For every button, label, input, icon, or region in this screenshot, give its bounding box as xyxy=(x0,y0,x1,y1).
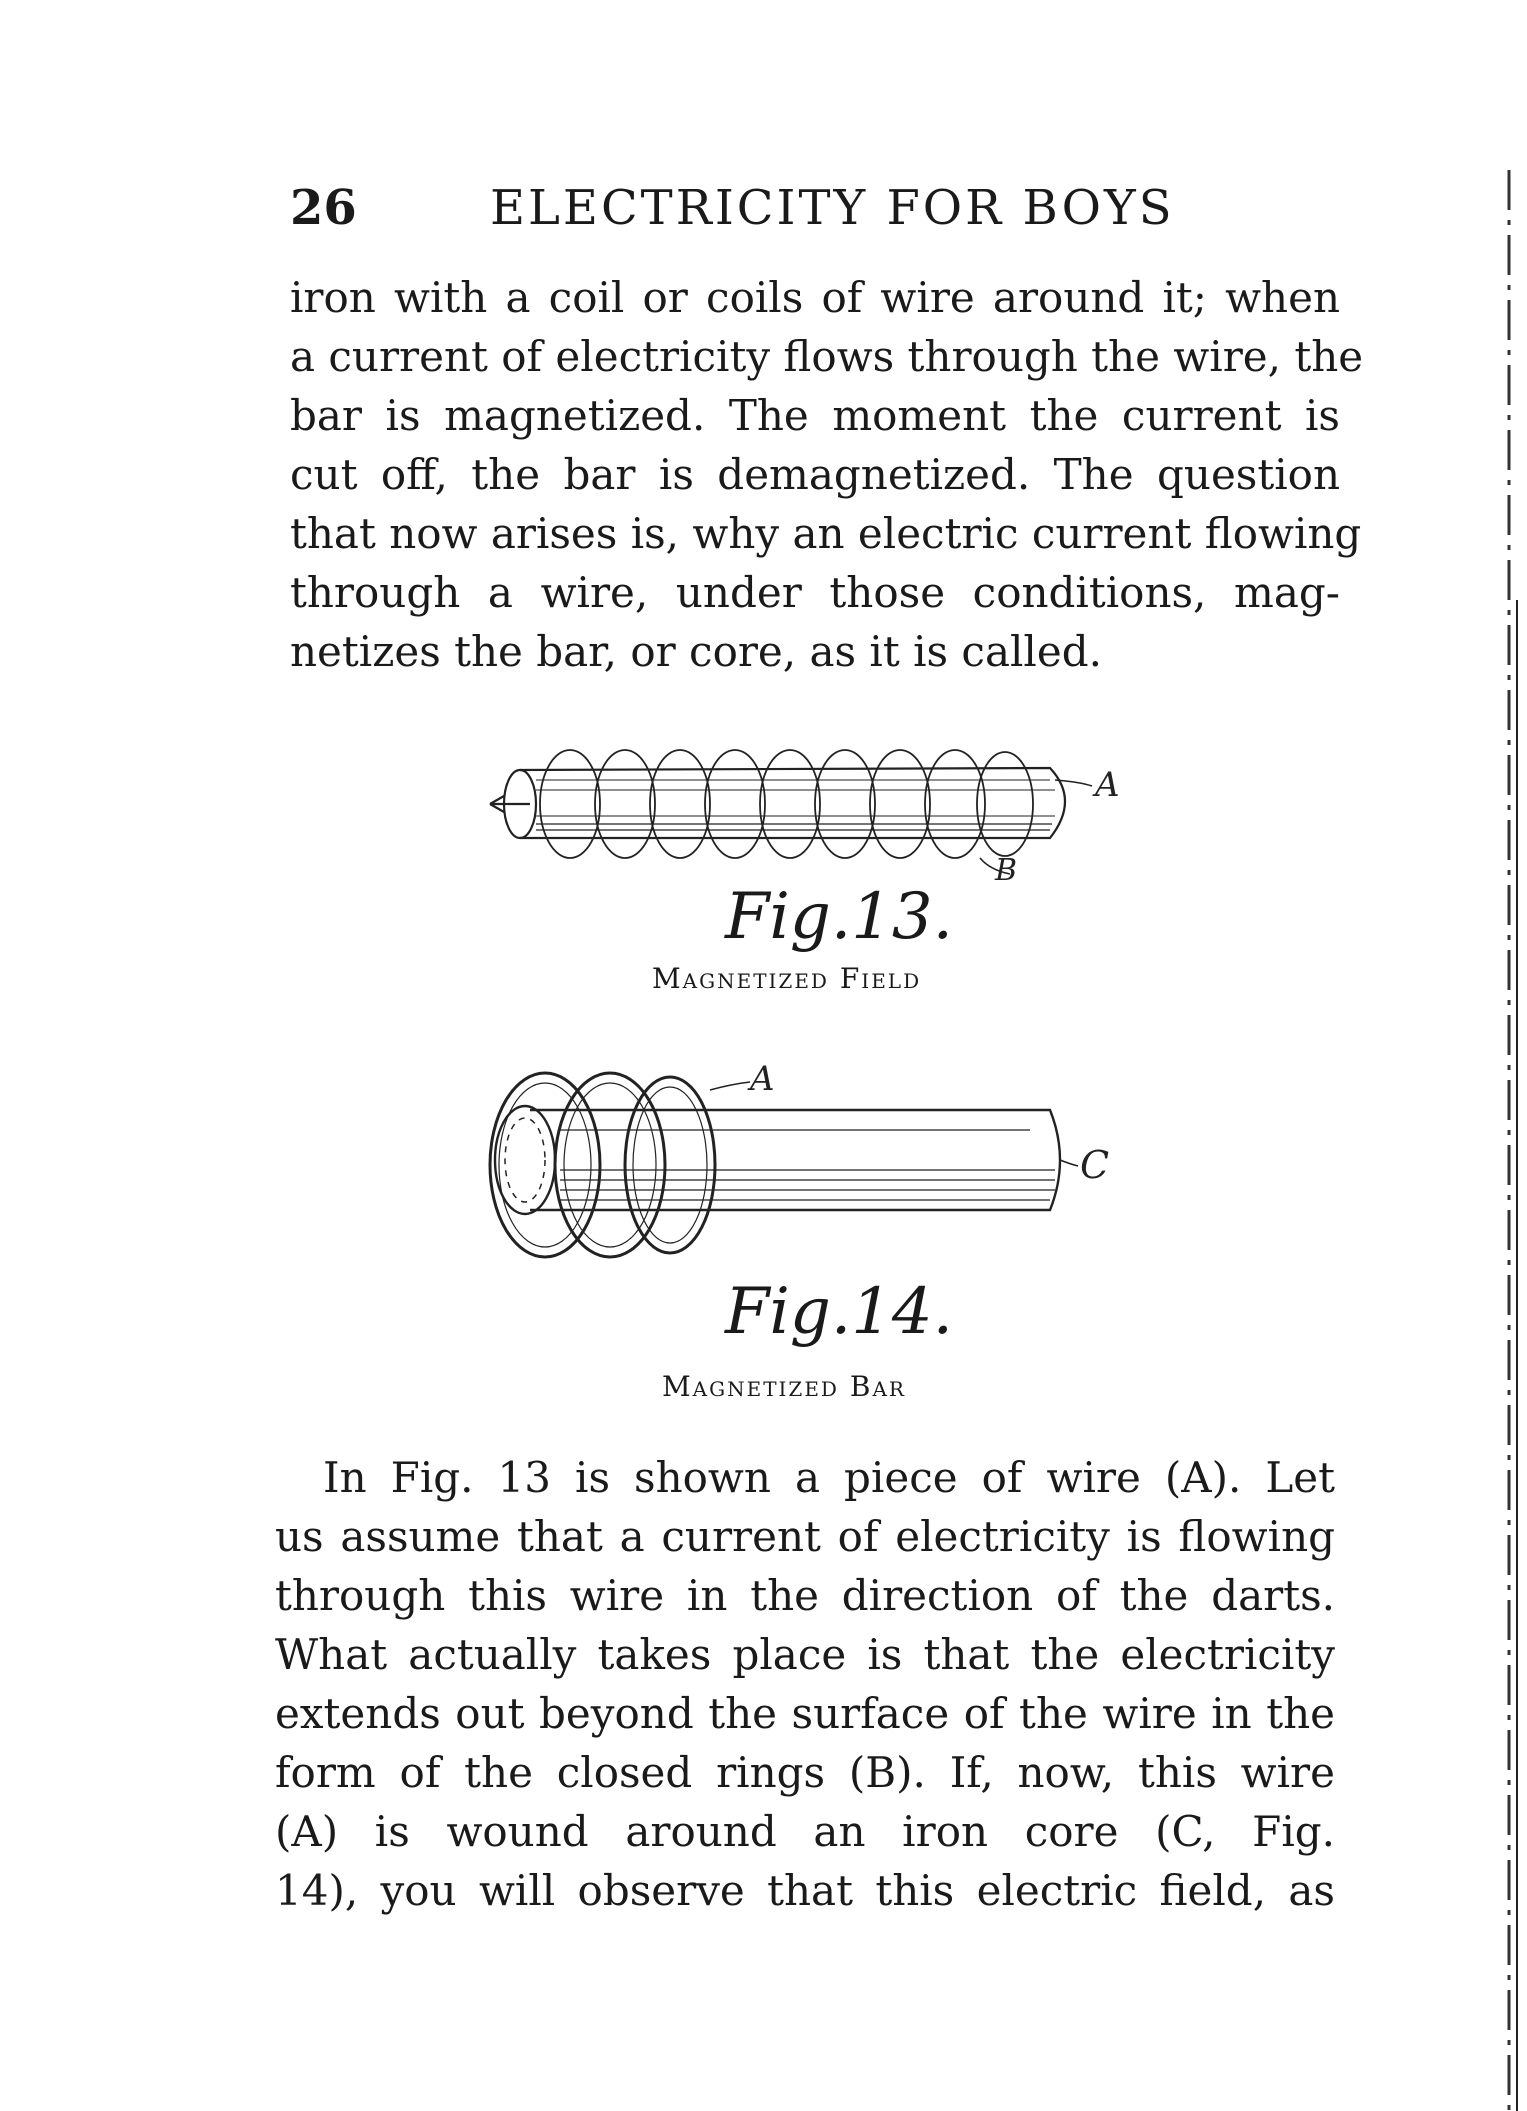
callout-b-label: B xyxy=(995,853,1018,880)
text-line: netizes the bar, or core, as it is called. xyxy=(290,627,1102,676)
callout-c-label: C xyxy=(1080,1143,1110,1187)
text-line: form of the closed rings (B). If, now, this wire xyxy=(275,1748,1335,1797)
figure-13-caption: Magnetized Field xyxy=(652,962,922,995)
page-edge-binding xyxy=(1467,0,1527,2111)
text-line: us assume that a current of electricity is flowing xyxy=(275,1512,1335,1561)
callout-a-label: A xyxy=(1095,765,1120,805)
page-number: 26 xyxy=(290,180,357,236)
text-line: a current of electricity flows through the wire, the xyxy=(290,332,1364,381)
text-line: bar is magnetized. The moment the current is xyxy=(290,391,1340,440)
paragraph-2 xyxy=(275,1448,1335,1920)
figure-14-caption: Magnetized Bar xyxy=(662,1370,906,1403)
figure-14-label: Fig.14. xyxy=(725,1275,953,1349)
text-line: What actually takes place is that the electricity xyxy=(275,1630,1335,1679)
callout-a-label: A xyxy=(750,1059,775,1099)
text-line: extends out beyond the surface of the wire in the xyxy=(275,1689,1335,1738)
text-line: that now arises is, why an electric current flowing xyxy=(290,509,1362,558)
text-line: through this wire in the direction of the darts. xyxy=(275,1571,1335,1620)
running-title: ELECTRICITY FOR BOYS xyxy=(490,180,1175,236)
figure-13-label: Fig.13. xyxy=(725,880,953,954)
text-line: through a wire, under those conditions, mag- xyxy=(290,568,1340,617)
text-line: 14), you will observe that this electric field, as xyxy=(275,1866,1335,1915)
page-header xyxy=(290,180,1330,240)
figure-13-illustration xyxy=(480,720,1140,880)
text-line: In Fig. 13 is shown a piece of wire (A). Let xyxy=(323,1453,1335,1502)
text-line: cut off, the bar is demagnetized. The question xyxy=(290,450,1340,499)
paragraph-1 xyxy=(290,268,1364,681)
text-line: iron with a coil or coils of wire around it; when xyxy=(290,273,1340,322)
figure-14-illustration xyxy=(470,1050,1140,1280)
text-line: (A) is wound around an iron core (C, Fig. xyxy=(275,1807,1335,1856)
